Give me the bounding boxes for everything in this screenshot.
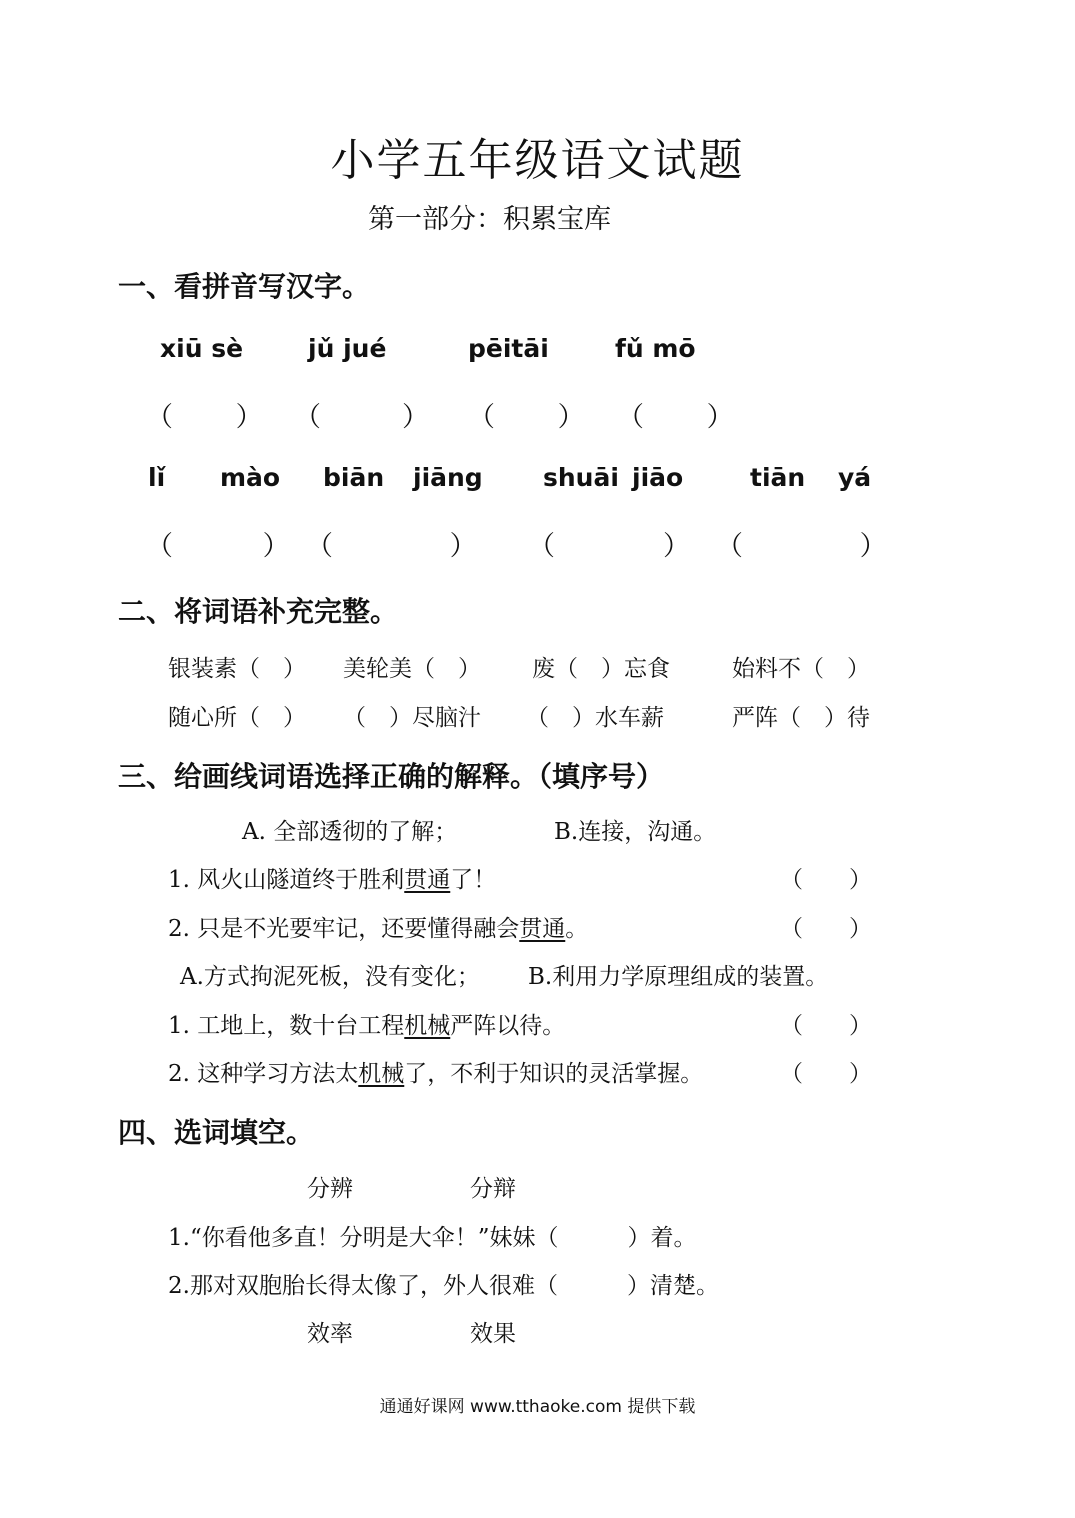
definition-b-1: B.连接，沟通。 (554, 819, 717, 845)
answer-box-1: （ ） (146, 402, 263, 433)
idiom-4: 始料不（ ） (732, 656, 870, 682)
section-2-heading: 二、将词语补充完整。 (118, 595, 399, 628)
underlined-word: 机械 (358, 1061, 405, 1087)
definition-a-2: A.方式拘泥死板，没有变化； (180, 964, 480, 990)
pinyin-6a: biān (323, 463, 385, 492)
answer-box-2: （ ） (294, 402, 429, 433)
question-3-3: 1. 工地上，数十台工程机械严阵以待。 (168, 1013, 566, 1039)
question-3-2: 2. 只是不光要牢记，还要懂得融会贯通。 (168, 916, 589, 942)
underlined-word: 贯通 (404, 867, 451, 893)
pinyin-1: xiū sè (160, 334, 244, 363)
pinyin-3: pēitāi (468, 334, 549, 363)
underlined-word: 机械 (404, 1013, 451, 1039)
pinyin-6b: jiāng (413, 463, 483, 492)
pinyin-2: jǔ jué (308, 334, 387, 363)
answer-blank-3-1: （ ） (780, 867, 872, 893)
idiom-2: 美轮美（ ） (343, 656, 481, 682)
question-4-2: 2.那对双胞胎长得太像了，外人很难（ ）清楚。 (168, 1273, 719, 1299)
pinyin-7a: shuāi (543, 463, 619, 492)
pinyin-8a: tiān (750, 463, 806, 492)
definition-b-2: B.利用力学原理组成的装置。 (528, 964, 829, 990)
page-title: 小学五年级语文试题 (330, 135, 745, 186)
question-3-1: 1. 风火山隧道终于胜利贯通了！ (168, 867, 497, 893)
word-choice-3: 效率 (307, 1321, 353, 1347)
word-choice-4: 效果 (470, 1321, 516, 1347)
footer-text: 通通好课网 www.tthaoke.com 提供下载 (379, 1397, 696, 1417)
answer-box-6: （ ） (306, 531, 477, 562)
answer-blank-3-3: （ ） (780, 1013, 872, 1039)
idiom-1: 银装素（ ） (168, 656, 306, 682)
idiom-5: 随心所（ ） (168, 705, 306, 731)
section-4-heading: 四、选词填空。 (118, 1116, 315, 1149)
underlined-word: 贯通 (519, 916, 566, 942)
answer-box-4: （ ） (617, 402, 734, 433)
answer-box-8: （ ） (716, 531, 887, 562)
idiom-3: 废（ ）忘食 (532, 656, 670, 682)
question-4-1: 1.“你看他多直！分明是大伞！”妹妹（ ）着。 (168, 1225, 697, 1251)
answer-blank-3-4: （ ） (780, 1061, 872, 1087)
idiom-6: （ ）尽脑汁 (343, 705, 481, 731)
idiom-7: （ ）水车薪 (526, 705, 664, 731)
pinyin-5a: lǐ (148, 463, 166, 492)
pinyin-7b: jiāo (632, 463, 684, 492)
answer-box-7: （ ） (528, 531, 690, 562)
word-choice-1: 分辨 (307, 1176, 353, 1202)
section-3-heading: 三、给画线词语选择正确的解释。（填序号） (118, 760, 665, 793)
part-subtitle: 第一部分：积累宝库 (368, 204, 611, 235)
word-choice-2: 分辩 (470, 1176, 516, 1202)
idiom-8: 严阵（ ）待 (732, 705, 870, 731)
section-1-heading: 一、看拼音写汉字。 (118, 270, 371, 303)
pinyin-5b: mào (220, 463, 281, 492)
definition-a-1: A. 全部透彻的了解； (242, 819, 458, 845)
answer-box-5: （ ） (146, 531, 290, 562)
answer-box-3: （ ） (468, 402, 585, 433)
answer-blank-3-2: （ ） (780, 916, 872, 942)
pinyin-4: fǔ mō (615, 334, 696, 363)
question-3-4: 2. 这种学习方法太机械了，不利于知识的灵活掌握。 (168, 1061, 704, 1087)
pinyin-8b: yá (838, 463, 872, 492)
